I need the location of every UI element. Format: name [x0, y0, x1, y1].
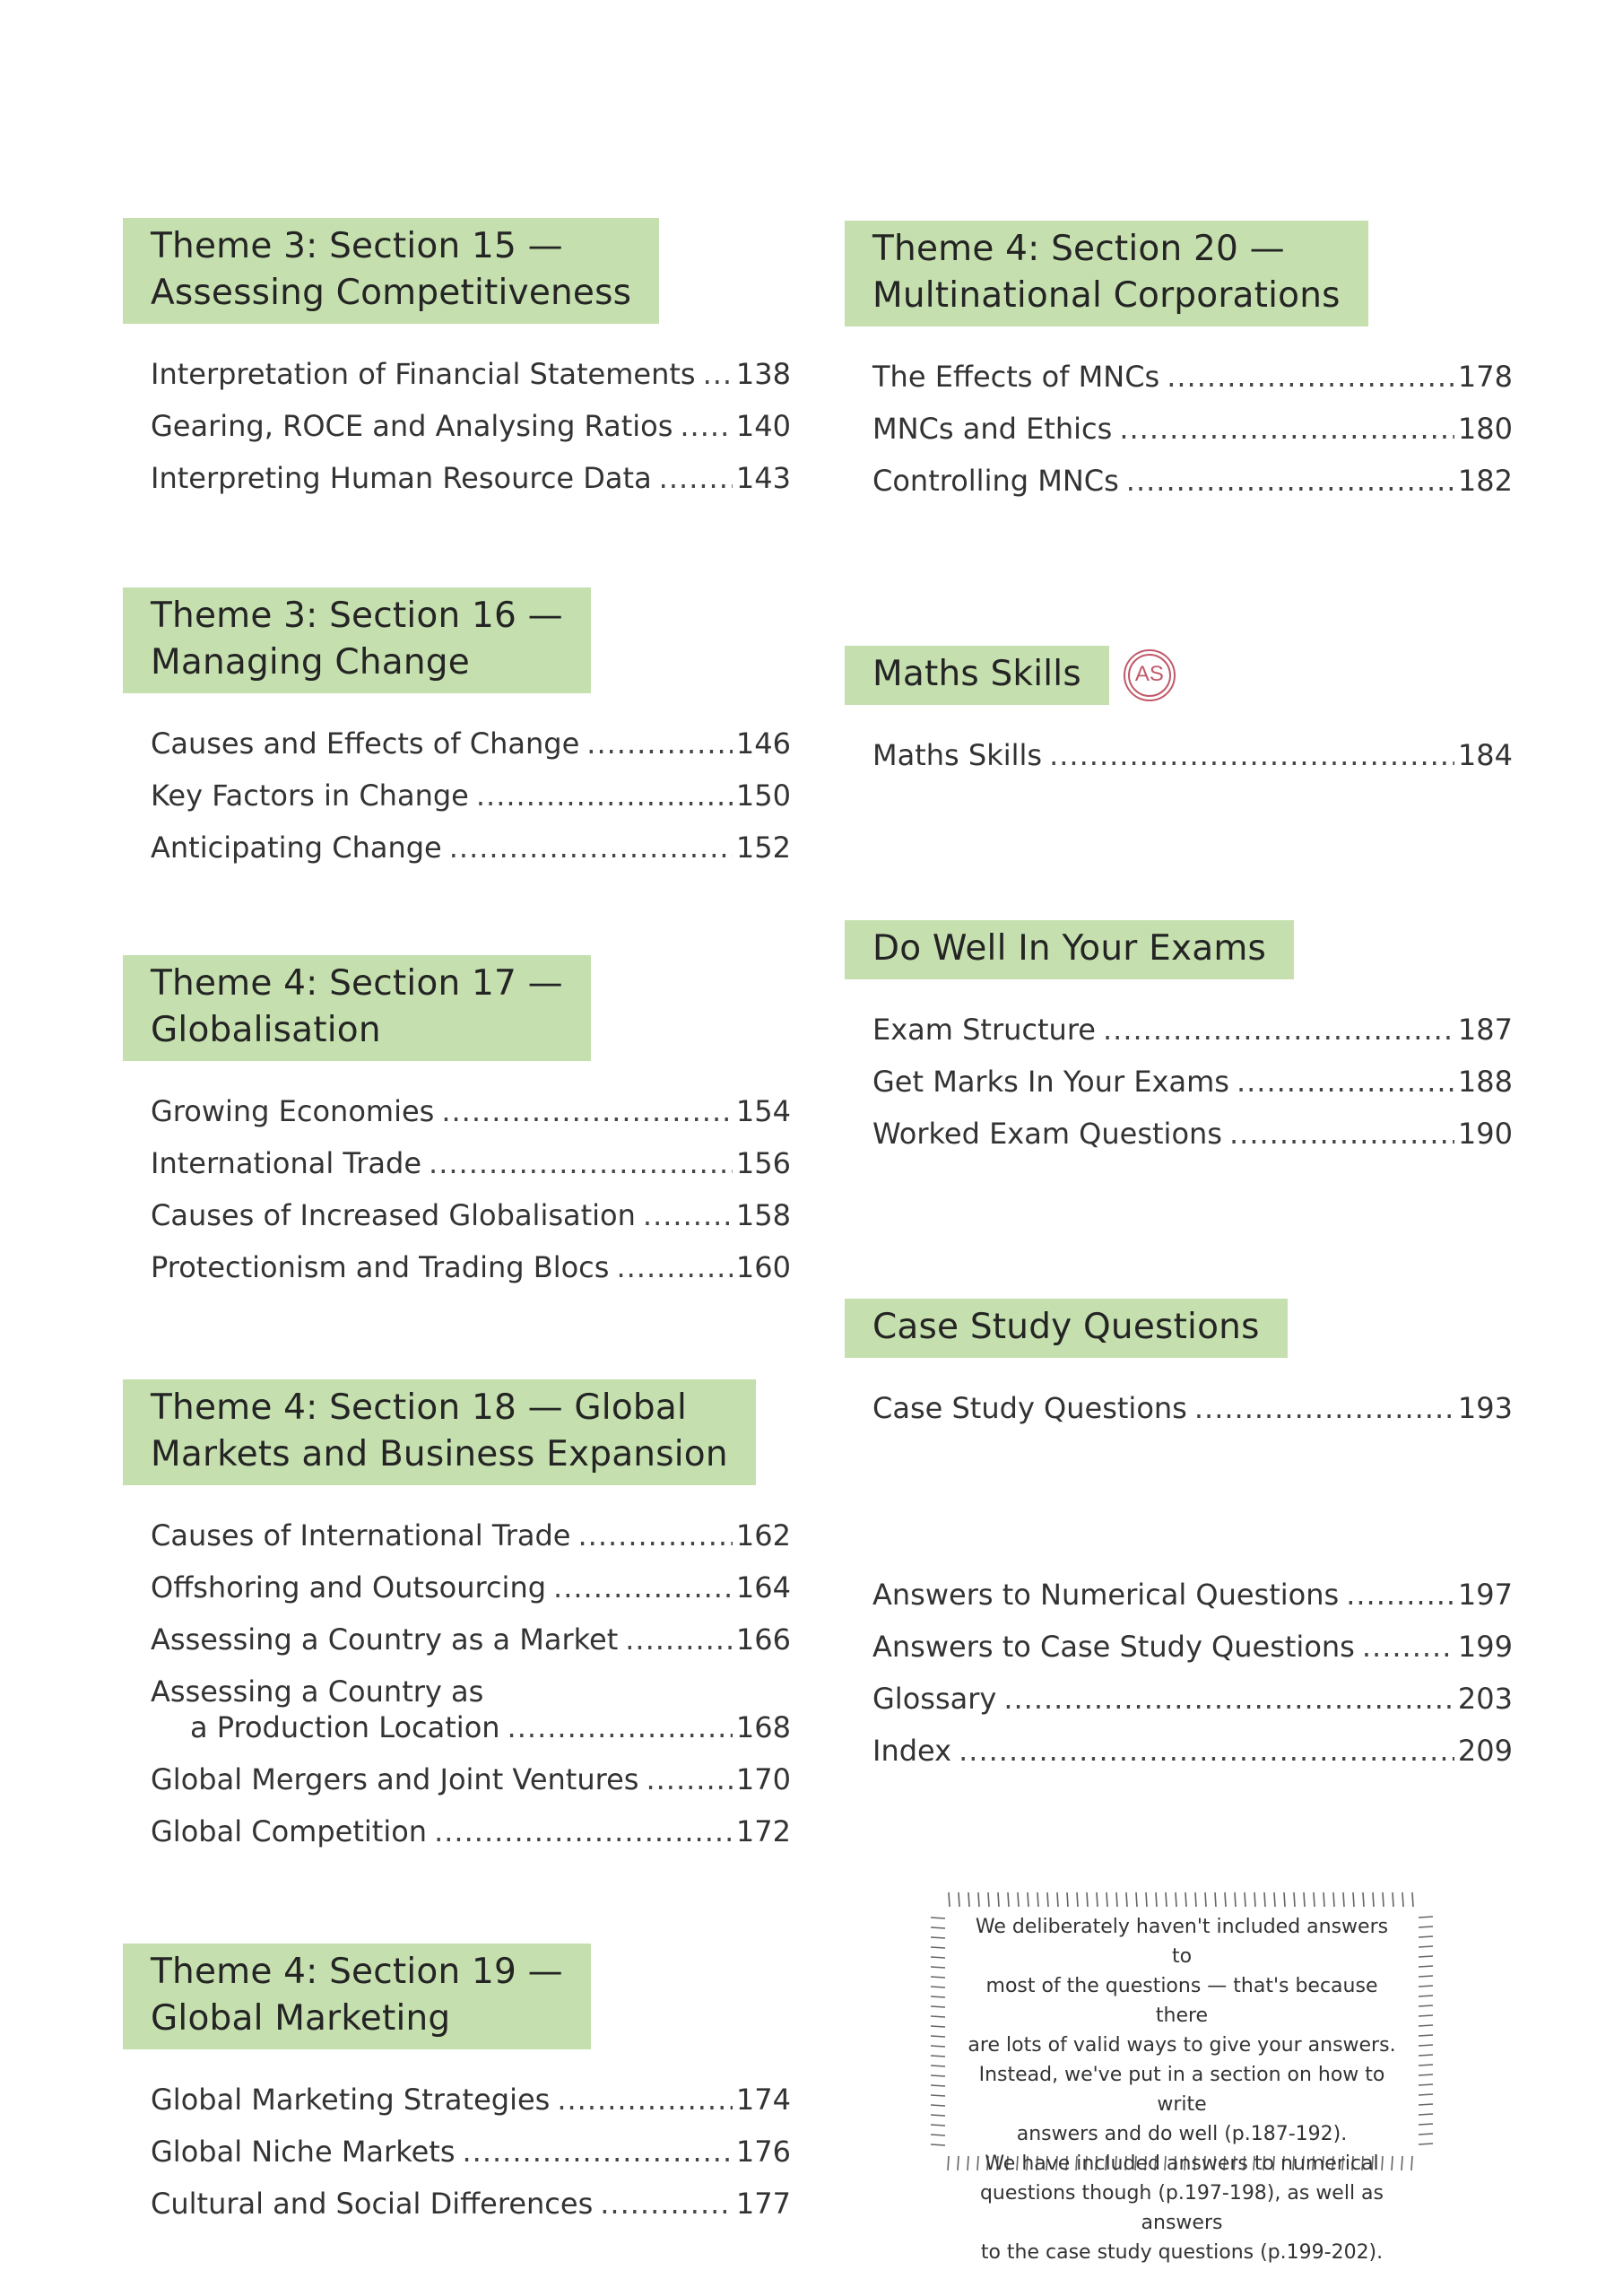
- toc-entry-page: 138: [735, 357, 791, 391]
- section-header: [845, 221, 1368, 326]
- dot-leader: [646, 1761, 732, 1797]
- section-17: [123, 955, 791, 1285]
- dot-leader: [1003, 1681, 1454, 1717]
- toc-entry-title: Gearing, ROCE and Analysing Ratios: [151, 409, 673, 443]
- toc-entry-title: Causes of Increased Globalisation: [151, 1198, 636, 1232]
- toc-entry-title: Glossary: [872, 1682, 997, 1716]
- dot-leader: [616, 1249, 732, 1285]
- section-title-line: Theme 3: Section 15 —: [151, 226, 563, 266]
- toc-entry[interactable]: [872, 395, 1513, 447]
- toc-entry-title: Global Marketing Strategies: [151, 2083, 551, 2117]
- toc-entry-page: 187: [1457, 1013, 1513, 1047]
- dot-leader: [577, 1518, 732, 1553]
- toc-entry[interactable]: [151, 1233, 791, 1285]
- section-title-line: Global Marketing: [151, 1998, 451, 2039]
- toc-entry[interactable]: [151, 2170, 791, 2222]
- section-16: [123, 587, 791, 865]
- section-title-line: Multinational Corporations: [872, 275, 1341, 316]
- toc-entry-page: 162: [735, 1518, 791, 1552]
- toc-entry[interactable]: [151, 1745, 791, 1797]
- note-line: Instead, we've put in a section on how to write: [978, 2064, 1385, 2116]
- toc-entry-page: 168: [735, 1710, 791, 1744]
- toc-entry-title: Growing Economies: [151, 1094, 435, 1128]
- as-badge-label: AS: [1134, 662, 1164, 686]
- dot-leader: [586, 726, 733, 761]
- note-line: to the case study questions (p.199-202).: [980, 2241, 1384, 2264]
- toc-entry[interactable]: [872, 343, 1513, 395]
- toc-entry-title-line: Assessing a Country as: [151, 1674, 484, 1709]
- note-line: are lots of valid ways to give your answers.: [968, 2034, 1396, 2057]
- section-exams: [845, 920, 1513, 1152]
- note-line: answers and do well (p.187-192).: [1016, 2123, 1348, 2145]
- section-title-line: Theme 3: Section 16 —: [151, 596, 563, 636]
- dot-leader: [959, 1733, 1454, 1769]
- toc-entry-title: Worked Exam Questions: [872, 1117, 1222, 1151]
- toc-entry-title: Answers to Case Study Questions: [872, 1630, 1355, 1664]
- toc-entry-title: Index: [872, 1734, 952, 1768]
- section-title-line: Theme 4: Section 20 —: [872, 229, 1285, 269]
- toc-entry[interactable]: [151, 1129, 791, 1181]
- dot-leader: [659, 460, 733, 496]
- dot-leader: [441, 1093, 733, 1129]
- section-header: [123, 218, 659, 324]
- toc-entry-title: MNCs and Ethics: [872, 412, 1113, 446]
- toc-entry-title: Offshoring and Outsourcing: [151, 1570, 547, 1605]
- dot-leader: [508, 1709, 733, 1745]
- toc-entry-page: 184: [1457, 738, 1513, 772]
- toc-entry-page: 172: [735, 1814, 791, 1848]
- toc-entry-title: The Effects of MNCs: [872, 360, 1160, 394]
- toc-entry[interactable]: [151, 1501, 791, 1553]
- toc-entry[interactable]: [151, 1605, 791, 1657]
- toc-entry[interactable]: [872, 447, 1513, 499]
- section-title-line: Globalisation: [151, 1010, 381, 1050]
- dot-leader: [476, 778, 733, 813]
- toc-entry-title: Interpretation of Financial Statements: [151, 357, 696, 391]
- toc-entry-page: 140: [735, 409, 791, 443]
- toc-entry-page: 152: [735, 831, 791, 865]
- dot-leader: [1167, 359, 1454, 395]
- toc-entry-title: Get Marks In Your Exams: [872, 1065, 1229, 1099]
- dot-leader: [1229, 1116, 1454, 1152]
- answers-note-text: [963, 1912, 1401, 2267]
- as-level-badge-icon: [1124, 649, 1176, 701]
- toc-entry-page: 156: [735, 1146, 791, 1180]
- toc-entry-page: 180: [1457, 412, 1513, 446]
- toc-entry[interactable]: [872, 721, 1513, 773]
- section-header: [123, 955, 591, 1061]
- toc-entry-title: Maths Skills: [872, 738, 1043, 772]
- section-title-line: Managing Change: [151, 642, 470, 683]
- dot-leader: [1237, 1064, 1454, 1100]
- toc-entry[interactable]: [151, 709, 791, 761]
- toc-entry[interactable]: [151, 1553, 791, 1605]
- toc-entry-title: Exam Structure: [872, 1013, 1096, 1047]
- toc-entry-title: Anticipating Change: [151, 831, 442, 865]
- dot-leader: [643, 1197, 733, 1233]
- section-title-line: Theme 4: Section 17 —: [151, 963, 563, 1004]
- toc-entry-page: 146: [735, 726, 791, 761]
- dot-leader: [680, 408, 733, 444]
- toc-entry-page: 170: [735, 1762, 791, 1796]
- dot-leader: [1103, 1012, 1454, 1048]
- dot-leader: [1194, 1390, 1454, 1426]
- dot-leader: [703, 356, 733, 392]
- toc-entry-page: 143: [735, 461, 791, 495]
- section-title-line: Theme 4: Section 18 — Global: [151, 1387, 687, 1428]
- dot-leader: [1346, 1577, 1454, 1613]
- note-line: questions though (p.197-198), as well as answers: [979, 2182, 1384, 2234]
- answers-note: [922, 1883, 1442, 2264]
- dot-leader: [449, 830, 733, 865]
- section-19: [123, 1944, 791, 2222]
- note-line: most of the questions — that's because there: [985, 1975, 1378, 2027]
- toc-entry-page: 158: [735, 1198, 791, 1232]
- toc-entry[interactable]: [872, 1048, 1513, 1100]
- section-header: Maths Skills: [845, 646, 1109, 705]
- toc-entry-page: 193: [1457, 1391, 1513, 1425]
- section-15: [123, 218, 791, 496]
- toc-entry[interactable]: [151, 813, 791, 865]
- toc-entry-title: Protectionism and Trading Blocs: [151, 1250, 610, 1284]
- toc-entry[interactable]: [872, 1374, 1513, 1426]
- dot-leader: [1126, 463, 1454, 499]
- toc-entry-page: 182: [1457, 464, 1513, 498]
- section-title-line: Theme 4: Section 19 —: [151, 1952, 563, 1992]
- toc-entry-title: Controlling MNCs: [872, 464, 1119, 498]
- toc-entry-title: Interpreting Human Resource Data: [151, 461, 652, 495]
- toc-entry-title: Key Factors in Change: [151, 778, 469, 813]
- toc-entry-page: 178: [1457, 360, 1513, 394]
- section-header: Do Well In Your Exams: [845, 920, 1294, 979]
- toc-entry[interactable]: [872, 1665, 1513, 1717]
- section-header: [123, 587, 591, 693]
- toc-entry-page: 176: [735, 2135, 791, 2169]
- toc-entry-title-line: a Production Location: [190, 1710, 500, 1744]
- toc-entry-page: 197: [1457, 1578, 1513, 1612]
- toc-entry[interactable]: [151, 444, 791, 496]
- toc-entry-title: Global Competition: [151, 1814, 428, 1848]
- toc-entry-page: 164: [735, 1570, 791, 1605]
- toc-entry-page: 203: [1457, 1682, 1513, 1716]
- toc-entry-page: 190: [1457, 1117, 1513, 1151]
- back-matter: [845, 1561, 1513, 1769]
- toc-entry[interactable]: [872, 996, 1513, 1048]
- toc-entry-title: Cultural and Social Differences: [151, 2187, 594, 2221]
- toc-entry-page: 150: [735, 778, 791, 813]
- toc-entry-title: Causes and Effects of Change: [151, 726, 580, 761]
- dot-leader: [462, 2134, 732, 2170]
- section-title-line: Markets and Business Expansion: [151, 1434, 728, 1474]
- section-18: [123, 1379, 791, 1849]
- toc-entry[interactable]: [151, 761, 791, 813]
- toc-entry[interactable]: [151, 1797, 791, 1849]
- toc-entry[interactable]: [151, 2118, 791, 2170]
- toc-entry-page: 174: [735, 2083, 791, 2117]
- dot-leader: [625, 1622, 733, 1657]
- toc-entry-page: 188: [1457, 1065, 1513, 1099]
- toc-entry-page: 199: [1457, 1630, 1513, 1664]
- section-header: [123, 1379, 756, 1485]
- section-header: [123, 1944, 591, 2049]
- dot-leader: [434, 1813, 733, 1849]
- section-case-study: [845, 1299, 1513, 1426]
- toc-entry[interactable]: [872, 1100, 1513, 1152]
- toc-entry-page: 166: [735, 1622, 791, 1657]
- toc-entry-title: [151, 1674, 500, 1745]
- toc-entry[interactable]: [872, 1613, 1513, 1665]
- toc-entry-page: 209: [1457, 1734, 1513, 1768]
- section-20: [845, 221, 1513, 499]
- toc-entry-title: International Trade: [151, 1146, 422, 1180]
- dot-leader: [1049, 737, 1454, 773]
- section-title-line: Assessing Competitiveness: [151, 273, 632, 313]
- dot-leader: [429, 1145, 733, 1181]
- dot-leader: [1119, 411, 1454, 447]
- dot-leader: [600, 2186, 733, 2222]
- toc-entry[interactable]: [872, 1717, 1513, 1769]
- toc-entry-title: Assessing a Country as a Market: [151, 1622, 619, 1657]
- toc-entry[interactable]: [151, 392, 791, 444]
- section-maths-skills: [845, 646, 1513, 773]
- dot-leader: [557, 2082, 733, 2118]
- note-line: We deliberately haven't included answers to: [975, 1916, 1389, 1968]
- note-line: We have included answers to numerical: [985, 2152, 1379, 2175]
- dot-leader: [1362, 1629, 1454, 1665]
- toc-entry-title: Global Mergers and Joint Ventures: [151, 1762, 639, 1796]
- toc-entry[interactable]: [151, 2066, 791, 2118]
- toc-entry-title: Answers to Numerical Questions: [872, 1578, 1340, 1612]
- toc-entry-title: Global Niche Markets: [151, 2135, 456, 2169]
- dot-leader: [553, 1570, 733, 1605]
- toc-entry[interactable]: [151, 1181, 791, 1233]
- toc-entry[interactable]: [151, 1077, 791, 1129]
- toc-entry-page: 154: [735, 1094, 791, 1128]
- toc-entry-title: Case Study Questions: [872, 1391, 1187, 1425]
- toc-entry[interactable]: [151, 340, 791, 392]
- toc-entry[interactable]: [151, 1657, 791, 1745]
- toc-entry[interactable]: [872, 1561, 1513, 1613]
- toc-entry-page: 177: [735, 2187, 791, 2221]
- section-header: Case Study Questions: [845, 1299, 1288, 1358]
- toc-entry-title: Causes of International Trade: [151, 1518, 571, 1552]
- toc-entry-page: 160: [735, 1250, 791, 1284]
